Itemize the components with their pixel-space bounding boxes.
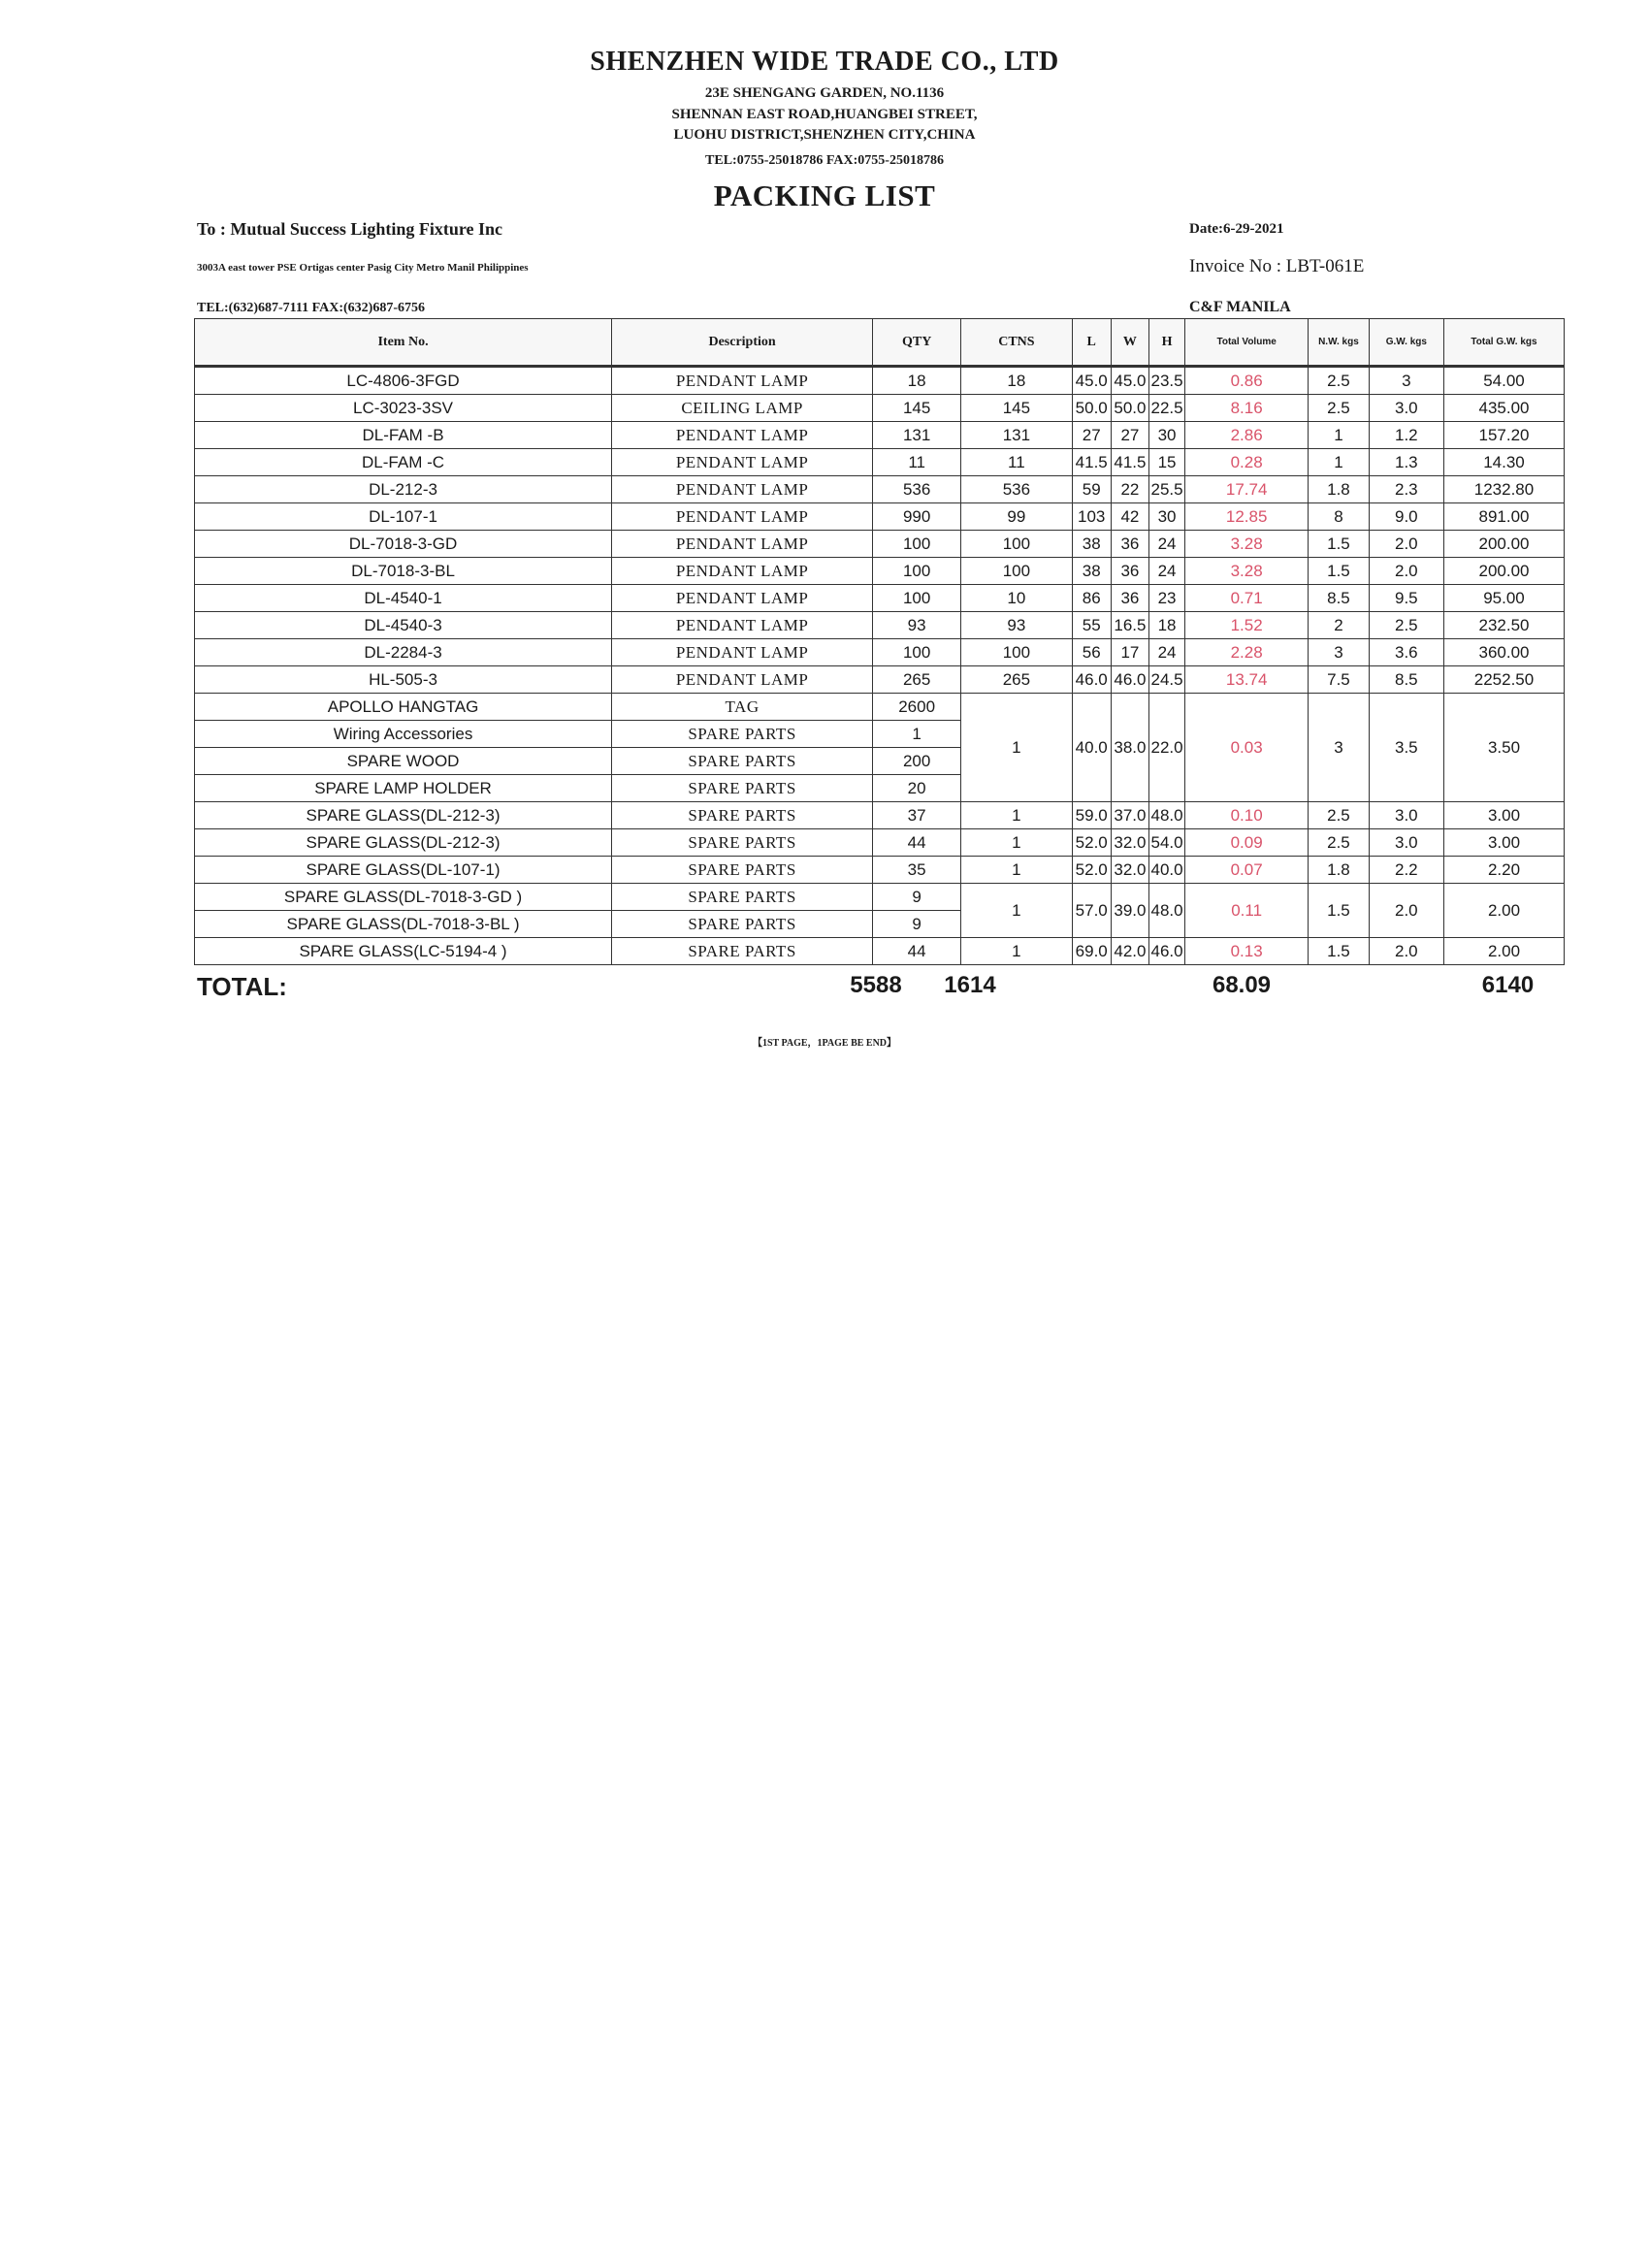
- cell-total-gross-weight: 95.00: [1443, 585, 1564, 612]
- cell-length: 59: [1072, 476, 1111, 503]
- company-phone-fax: TEL:0755-25018786 FAX:0755-25018786: [705, 153, 944, 168]
- cell-total-volume: 13.74: [1185, 666, 1309, 694]
- cell-description: SPARE PARTS: [612, 748, 873, 775]
- company-address-line-3: LUOHU DISTRICT,SHENZHEN CITY,CHINA: [673, 127, 976, 143]
- cell-description: PENDANT LAMP: [612, 367, 873, 395]
- table-row: [195, 558, 1565, 585]
- cell-qty: 20: [873, 775, 961, 802]
- cell-total-volume: 3.28: [1185, 558, 1309, 585]
- cell-net-weight: 2.5: [1309, 395, 1369, 422]
- cell-item-no: LC-3023-3SV: [195, 395, 612, 422]
- cell-total-gross-weight: 3.50: [1443, 694, 1564, 802]
- header-net-weight: N.W. kgs: [1309, 319, 1369, 367]
- cell-description: TAG: [612, 694, 873, 721]
- cell-length: 27: [1072, 422, 1111, 449]
- cell-description: PENDANT LAMP: [612, 476, 873, 503]
- cell-gross-weight: 1.3: [1369, 449, 1443, 476]
- cell-height: 23.5: [1149, 367, 1185, 395]
- cell-length: 46.0: [1072, 666, 1111, 694]
- table-row: [195, 449, 1565, 476]
- cell-total-volume: 0.28: [1185, 449, 1309, 476]
- cell-width: 22: [1111, 476, 1148, 503]
- cell-width: 46.0: [1111, 666, 1148, 694]
- cell-item-no: DL-7018-3-GD: [195, 531, 612, 558]
- cell-item-no: DL-107-1: [195, 503, 612, 531]
- table-row: [195, 666, 1565, 694]
- cell-ctns: 11: [961, 449, 1072, 476]
- cell-gross-weight: 2.0: [1369, 531, 1443, 558]
- cell-description: PENDANT LAMP: [612, 422, 873, 449]
- table-row: [195, 395, 1565, 422]
- company-address-line-2: SHENNAN EAST ROAD,HUANGBEI STREET,: [671, 107, 978, 122]
- cell-qty: 44: [873, 938, 961, 965]
- cell-item-no: DL-FAM -B: [195, 422, 612, 449]
- cell-width: 37.0: [1111, 802, 1148, 829]
- cell-gross-weight: 3: [1369, 367, 1443, 395]
- cell-total-volume: 0.09: [1185, 829, 1309, 857]
- header-total-volume: Total Volume: [1185, 319, 1309, 367]
- cell-width: 50.0: [1111, 395, 1148, 422]
- cell-description: PENDANT LAMP: [612, 558, 873, 585]
- cell-width: 41.5: [1111, 449, 1148, 476]
- cell-gross-weight: 9.0: [1369, 503, 1443, 531]
- cell-ctns: 536: [961, 476, 1072, 503]
- cell-length: 45.0: [1072, 367, 1111, 395]
- cell-gross-weight: 8.5: [1369, 666, 1443, 694]
- document-title: PACKING LIST: [713, 178, 936, 212]
- cell-height: 24.5: [1149, 666, 1185, 694]
- cell-qty: 265: [873, 666, 961, 694]
- cell-total-volume: 0.11: [1185, 884, 1309, 938]
- cell-ctns: 131: [961, 422, 1072, 449]
- cell-height: 24: [1149, 639, 1185, 666]
- cell-width: 27: [1111, 422, 1148, 449]
- cell-total-volume: 0.13: [1185, 938, 1309, 965]
- cell-width: 39.0: [1111, 884, 1148, 938]
- table-row: [195, 367, 1565, 395]
- table-row: [195, 531, 1565, 558]
- cell-qty: 536: [873, 476, 961, 503]
- cell-description: PENDANT LAMP: [612, 612, 873, 639]
- cell-description: SPARE PARTS: [612, 938, 873, 965]
- cell-description: SPARE PARTS: [612, 775, 873, 802]
- total-label: TOTAL:: [197, 972, 287, 1001]
- cell-length: 40.0: [1072, 694, 1111, 802]
- cell-qty: 44: [873, 829, 961, 857]
- cell-description: SPARE PARTS: [612, 884, 873, 911]
- cell-item-no: HL-505-3: [195, 666, 612, 694]
- cell-net-weight: 2.5: [1309, 367, 1369, 395]
- cell-ctns: 1: [961, 802, 1072, 829]
- table-row: [195, 503, 1565, 531]
- cell-total-volume: 0.10: [1185, 802, 1309, 829]
- cell-width: 32.0: [1111, 829, 1148, 857]
- cell-ctns: 1: [961, 938, 1072, 965]
- header-ctns: CTNS: [961, 319, 1072, 367]
- table-row: [195, 694, 1565, 721]
- cell-qty: 93: [873, 612, 961, 639]
- cell-gross-weight: 2.0: [1369, 884, 1443, 938]
- cell-length: 52.0: [1072, 857, 1111, 884]
- cell-qty: 35: [873, 857, 961, 884]
- cell-total-volume: 1.52: [1185, 612, 1309, 639]
- cell-height: 40.0: [1149, 857, 1185, 884]
- table-row: [195, 938, 1565, 965]
- recipient-phone-fax: TEL:(632)687-7111 FAX:(632)687-6756: [197, 301, 425, 315]
- cell-total-volume: 3.28: [1185, 531, 1309, 558]
- cell-total-gross-weight: 157.20: [1443, 422, 1564, 449]
- header-length: L: [1072, 319, 1111, 367]
- company-name: SHENZHEN WIDE TRADE CO., LTD: [590, 47, 1059, 77]
- header-width: W: [1111, 319, 1148, 367]
- table-row: [195, 802, 1565, 829]
- cell-length: 52.0: [1072, 829, 1111, 857]
- cell-length: 103: [1072, 503, 1111, 531]
- header-height: H: [1149, 319, 1185, 367]
- cell-qty: 990: [873, 503, 961, 531]
- cell-ctns: 1: [961, 694, 1072, 802]
- cell-ctns: 1: [961, 857, 1072, 884]
- cell-net-weight: 2: [1309, 612, 1369, 639]
- cell-length: 38: [1072, 558, 1111, 585]
- cell-width: 36: [1111, 531, 1148, 558]
- cell-gross-weight: 3.0: [1369, 829, 1443, 857]
- cell-net-weight: 2.5: [1309, 829, 1369, 857]
- header-item-no: Item No.: [195, 319, 612, 367]
- cell-total-volume: 2.86: [1185, 422, 1309, 449]
- cell-height: 23: [1149, 585, 1185, 612]
- cell-width: 42.0: [1111, 938, 1148, 965]
- cell-net-weight: 3: [1309, 694, 1369, 802]
- cell-qty: 200: [873, 748, 961, 775]
- cell-width: 17: [1111, 639, 1148, 666]
- table-row: [195, 884, 1565, 911]
- cell-ctns: 99: [961, 503, 1072, 531]
- cell-description: PENDANT LAMP: [612, 666, 873, 694]
- cell-net-weight: 1.8: [1309, 857, 1369, 884]
- cell-description: SPARE PARTS: [612, 721, 873, 748]
- cell-total-volume: 0.07: [1185, 857, 1309, 884]
- cell-length: 56: [1072, 639, 1111, 666]
- cell-gross-weight: 2.0: [1369, 558, 1443, 585]
- cell-qty: 9: [873, 884, 961, 911]
- cell-total-volume: 17.74: [1185, 476, 1309, 503]
- cell-total-volume: 2.28: [1185, 639, 1309, 666]
- cell-description: PENDANT LAMP: [612, 639, 873, 666]
- recipient-name: To : Mutual Success Lighting Fixture Inc: [197, 219, 503, 239]
- cell-ctns: 265: [961, 666, 1072, 694]
- cell-ctns: 100: [961, 639, 1072, 666]
- cell-width: 45.0: [1111, 367, 1148, 395]
- cell-qty: 100: [873, 531, 961, 558]
- cell-gross-weight: 3.6: [1369, 639, 1443, 666]
- recipient-address: 3003A east tower PSE Ortigas center Pasig City Metro Manil Philippines: [197, 262, 529, 274]
- cell-qty: 18: [873, 367, 961, 395]
- cell-length: 50.0: [1072, 395, 1111, 422]
- cell-item-no: APOLLO HANGTAG: [195, 694, 612, 721]
- cell-height: 54.0: [1149, 829, 1185, 857]
- cell-description: SPARE PARTS: [612, 829, 873, 857]
- cell-height: 30: [1149, 503, 1185, 531]
- cell-net-weight: 1.5: [1309, 884, 1369, 938]
- cell-item-no: DL-4540-3: [195, 612, 612, 639]
- cell-net-weight: 1.5: [1309, 531, 1369, 558]
- cell-description: PENDANT LAMP: [612, 531, 873, 558]
- cell-length: 38: [1072, 531, 1111, 558]
- cell-height: 46.0: [1149, 938, 1185, 965]
- cell-gross-weight: 3.0: [1369, 395, 1443, 422]
- cell-total-gross-weight: 360.00: [1443, 639, 1564, 666]
- cell-qty: 145: [873, 395, 961, 422]
- cell-ctns: 18: [961, 367, 1072, 395]
- cell-height: 22.0: [1149, 694, 1185, 802]
- cell-item-no: DL-7018-3-BL: [195, 558, 612, 585]
- cell-qty: 2600: [873, 694, 961, 721]
- cell-total-gross-weight: 200.00: [1443, 558, 1564, 585]
- header-description: Description: [612, 319, 873, 367]
- cell-total-gross-weight: 1232.80: [1443, 476, 1564, 503]
- cell-gross-weight: 2.2: [1369, 857, 1443, 884]
- cell-item-no: SPARE WOOD: [195, 748, 612, 775]
- cell-total-gross-weight: 2252.50: [1443, 666, 1564, 694]
- cell-length: 59.0: [1072, 802, 1111, 829]
- shipping-terms: C&F MANILA: [1189, 299, 1291, 315]
- cell-qty: 100: [873, 639, 961, 666]
- total-ctns: 1614: [944, 972, 996, 998]
- cell-description: PENDANT LAMP: [612, 585, 873, 612]
- cell-qty: 131: [873, 422, 961, 449]
- cell-width: 16.5: [1111, 612, 1148, 639]
- cell-qty: 9: [873, 911, 961, 938]
- company-address-line-1: 23E SHENGANG GARDEN, NO.1136: [704, 85, 945, 101]
- cell-width: 36: [1111, 558, 1148, 585]
- cell-height: 30: [1149, 422, 1185, 449]
- total-qty: 5588: [850, 972, 902, 998]
- total-volume: 68.09: [1212, 972, 1272, 998]
- cell-gross-weight: 2.0: [1369, 938, 1443, 965]
- cell-qty: 11: [873, 449, 961, 476]
- cell-height: 24: [1149, 531, 1185, 558]
- cell-qty: 100: [873, 585, 961, 612]
- cell-net-weight: 1.5: [1309, 558, 1369, 585]
- cell-item-no: SPARE GLASS(DL-212-3): [195, 829, 612, 857]
- cell-gross-weight: 3.0: [1369, 802, 1443, 829]
- cell-total-gross-weight: 3.00: [1443, 802, 1564, 829]
- cell-total-volume: 0.86: [1185, 367, 1309, 395]
- cell-length: 55: [1072, 612, 1111, 639]
- cell-item-no: SPARE GLASS(DL-212-3): [195, 802, 612, 829]
- cell-height: 15: [1149, 449, 1185, 476]
- cell-ctns: 100: [961, 558, 1072, 585]
- cell-item-no: DL-4540-1: [195, 585, 612, 612]
- header-qty: QTY: [873, 319, 961, 367]
- cell-height: 18: [1149, 612, 1185, 639]
- cell-gross-weight: 2.5: [1369, 612, 1443, 639]
- table-row: [195, 422, 1565, 449]
- cell-total-gross-weight: 200.00: [1443, 531, 1564, 558]
- total-gross-weight: 6140: [1481, 972, 1535, 998]
- cell-item-no: SPARE GLASS(DL-107-1): [195, 857, 612, 884]
- cell-width: 32.0: [1111, 857, 1148, 884]
- table-row: [195, 612, 1565, 639]
- cell-net-weight: 1.8: [1309, 476, 1369, 503]
- cell-net-weight: 3: [1309, 639, 1369, 666]
- cell-description: PENDANT LAMP: [612, 503, 873, 531]
- header-gross-weight: G.W. kgs: [1369, 319, 1443, 367]
- cell-item-no: Wiring Accessories: [195, 721, 612, 748]
- document-date: Date:6-29-2021: [1189, 221, 1284, 237]
- cell-total-gross-weight: 54.00: [1443, 367, 1564, 395]
- cell-ctns: 100: [961, 531, 1072, 558]
- cell-total-gross-weight: 2.20: [1443, 857, 1564, 884]
- cell-net-weight: 7.5: [1309, 666, 1369, 694]
- cell-gross-weight: 9.5: [1369, 585, 1443, 612]
- cell-total-gross-weight: 2.00: [1443, 938, 1564, 965]
- table-row: [195, 585, 1565, 612]
- cell-net-weight: 1: [1309, 422, 1369, 449]
- table-row: [195, 639, 1565, 666]
- cell-description: SPARE PARTS: [612, 857, 873, 884]
- cell-item-no: DL-2284-3: [195, 639, 612, 666]
- cell-item-no: DL-212-3: [195, 476, 612, 503]
- cell-description: SPARE PARTS: [612, 911, 873, 938]
- table-row: [195, 476, 1565, 503]
- cell-length: 41.5: [1072, 449, 1111, 476]
- cell-ctns: 10: [961, 585, 1072, 612]
- cell-qty: 100: [873, 558, 961, 585]
- cell-total-gross-weight: 232.50: [1443, 612, 1564, 639]
- cell-total-volume: 8.16: [1185, 395, 1309, 422]
- cell-net-weight: 8.5: [1309, 585, 1369, 612]
- cell-ctns: 1: [961, 884, 1072, 938]
- cell-total-gross-weight: 435.00: [1443, 395, 1564, 422]
- cell-total-volume: 12.85: [1185, 503, 1309, 531]
- cell-length: 86: [1072, 585, 1111, 612]
- cell-total-gross-weight: 2.00: [1443, 884, 1564, 938]
- cell-item-no: DL-FAM -C: [195, 449, 612, 476]
- cell-net-weight: 1.5: [1309, 938, 1369, 965]
- cell-total-volume: 0.03: [1185, 694, 1309, 802]
- packing-list-table: [194, 318, 1565, 965]
- cell-ctns: 1: [961, 829, 1072, 857]
- cell-gross-weight: 2.3: [1369, 476, 1443, 503]
- cell-total-volume: 0.71: [1185, 585, 1309, 612]
- cell-net-weight: 1: [1309, 449, 1369, 476]
- cell-height: 24: [1149, 558, 1185, 585]
- cell-item-no: SPARE LAMP HOLDER: [195, 775, 612, 802]
- cell-height: 25.5: [1149, 476, 1185, 503]
- cell-item-no: SPARE GLASS(DL-7018-3-BL ): [195, 911, 612, 938]
- cell-total-gross-weight: 891.00: [1443, 503, 1564, 531]
- cell-gross-weight: 1.2: [1369, 422, 1443, 449]
- cell-width: 36: [1111, 585, 1148, 612]
- cell-qty: 37: [873, 802, 961, 829]
- cell-description: CEILING LAMP: [612, 395, 873, 422]
- cell-description: SPARE PARTS: [612, 802, 873, 829]
- page-footer: 【1ST PAGE，1PAGE BE END】: [752, 1038, 897, 1049]
- cell-width: 38.0: [1111, 694, 1148, 802]
- cell-item-no: SPARE GLASS(LC-5194-4 ): [195, 938, 612, 965]
- cell-height: 22.5: [1149, 395, 1185, 422]
- header-total-gross-weight: Total G.W. kgs: [1443, 319, 1564, 367]
- cell-net-weight: 8: [1309, 503, 1369, 531]
- invoice-number: Invoice No : LBT-061E: [1189, 256, 1365, 276]
- cell-length: 57.0: [1072, 884, 1111, 938]
- cell-gross-weight: 3.5: [1369, 694, 1443, 802]
- cell-ctns: 145: [961, 395, 1072, 422]
- cell-length: 69.0: [1072, 938, 1111, 965]
- cell-item-no: SPARE GLASS(DL-7018-3-GD ): [195, 884, 612, 911]
- cell-ctns: 93: [961, 612, 1072, 639]
- cell-qty: 1: [873, 721, 961, 748]
- cell-net-weight: 2.5: [1309, 802, 1369, 829]
- cell-height: 48.0: [1149, 802, 1185, 829]
- table-header-row: [195, 319, 1565, 367]
- cell-total-gross-weight: 14.30: [1443, 449, 1564, 476]
- cell-total-gross-weight: 3.00: [1443, 829, 1564, 857]
- cell-height: 48.0: [1149, 884, 1185, 938]
- table-row: [195, 857, 1565, 884]
- cell-item-no: LC-4806-3FGD: [195, 367, 612, 395]
- cell-width: 42: [1111, 503, 1148, 531]
- cell-description: PENDANT LAMP: [612, 449, 873, 476]
- table-row: [195, 829, 1565, 857]
